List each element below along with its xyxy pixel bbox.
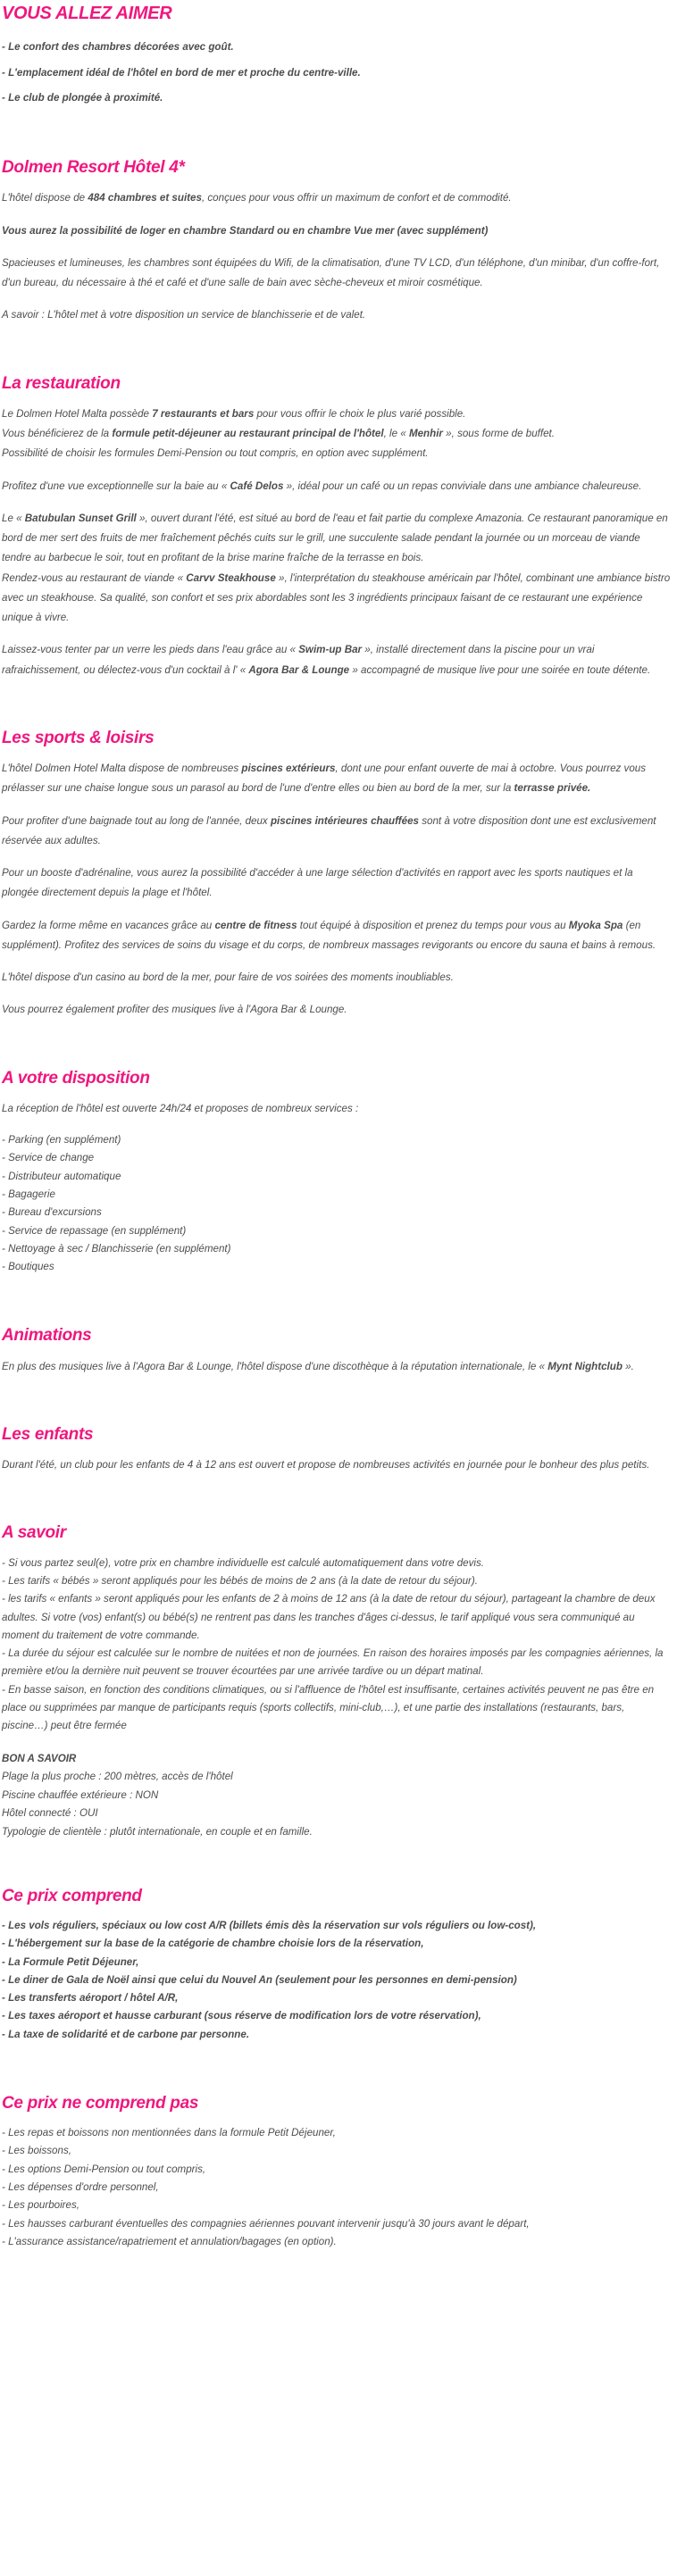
text-fragment: », sous forme de buffet. bbox=[442, 428, 555, 440]
list-item: - Bureau d'excursions bbox=[2, 1206, 102, 1219]
text-emphasis: Menhir bbox=[408, 428, 443, 440]
carvv-steakhouse-paragraph bbox=[2, 569, 672, 629]
restaurants-count-paragraph bbox=[2, 404, 672, 424]
text-emphasis: Batubulan Sunset Grill bbox=[24, 512, 137, 524]
section-heading-disposition: A votre disposition bbox=[2, 1068, 150, 1088]
list-item: - Les options Demi-Pension ou tout compris, bbox=[2, 2163, 206, 2175]
spacer bbox=[2, 1488, 672, 1496]
list-item: - Les repas et boissons non mentionnées dans la formule Petit Déjeuner, bbox=[2, 2127, 336, 2139]
list-item: - les tarifs « enfants » seront appliqués pour les enfants de 2 à moins de 12 ans (à la date de retour du séjour), partageant la chambre de deux adultes. Si votre (vos) enfant(s) ou bébé(s) ne rentrent pas dans les tranches d'âges ci-dessus, le tarif appliqué vous sera communiqué au moment du traitement de votre commande. bbox=[2, 1593, 656, 1641]
section-heading-a-savoir: A savoir bbox=[2, 1523, 66, 1543]
text-fragment: Gardez la forme même en vacances grâce au bbox=[2, 919, 215, 931]
list-item: - Le club de plongée à proximité. bbox=[2, 91, 163, 104]
conditions-list bbox=[2, 1555, 672, 1736]
text-fragment: Le Dolmen Hotel Malta possède bbox=[2, 407, 153, 420]
text-fragment: » accompagné de musique live pour une soirée en toute détente. bbox=[349, 663, 651, 676]
excluded-list bbox=[2, 2124, 672, 2251]
list-item: - En basse saison, en fonction des conditions climatiques, ou si l'affluence de l'hôtel est insuffisante, certaines activités peuvent ne pas être en place ou supprimées par manque de participants requis (sports collectifs, mini-club,…), et une partie des installations (restaurants, bars, piscine…) peut être fermée bbox=[2, 1683, 655, 1732]
text-fragment: Laissez-vous tenter par un verre les pieds dans l'eau grâce au « bbox=[2, 644, 299, 656]
list-item: - Distributeur automatique bbox=[2, 1170, 121, 1182]
spacer bbox=[2, 1741, 672, 1750]
spacer bbox=[2, 693, 672, 702]
text-fragment: », ouvert durant l'été, est situé au bord de l'eau et fait partie du complexe Amazonia. Ce restaurant panoramique en bord de mer sert des fruits de mer fraîchement pêchés cuits sur le grill, une succulente salade pendant la journée ou un morceau de viande tendre au barbecue le soir, tout en profitant de la brise marine fraîche de la terrasse en bois. bbox=[2, 512, 668, 564]
list-item: - Les boissons, bbox=[2, 2145, 71, 2157]
cafe-delos-paragraph bbox=[2, 477, 672, 496]
spacer bbox=[2, 113, 672, 131]
list-item: - La taxe de solidarité et de carbone par personne. bbox=[2, 2028, 250, 2040]
nightclub-paragraph bbox=[2, 1357, 672, 1377]
spacer bbox=[2, 1033, 672, 1042]
list-item: - Si vous partez seul(e), votre prix en chambre individuelle est calculé automatiquement dans votre devis. bbox=[2, 1556, 485, 1569]
text-fragment: , dont une pour enfant ouverte de mai à octobre. Vous pourrez vous prélasser sur une chaise longue sous un parasol au bord de l'une d'entre elles ou bien au bord de la mer, sur la bbox=[2, 763, 647, 795]
hotel-laundry-paragraph: A savoir : L'hôtel met à votre disposition un service de blanchisserie et de valet. bbox=[2, 309, 366, 321]
text-emphasis: piscines intérieures chauffées bbox=[270, 814, 419, 827]
indoor-pools-paragraph bbox=[2, 812, 672, 852]
outdoor-pools-paragraph bbox=[2, 759, 672, 799]
text-emphasis: Café Delos bbox=[230, 479, 284, 492]
hotel-room-types-paragraph bbox=[2, 221, 672, 241]
fact-heated-pool: Piscine chauffée extérieure : NON bbox=[2, 1788, 159, 1801]
list-item: - Service de repassage (en supplément) bbox=[2, 1224, 187, 1237]
spacer bbox=[2, 1281, 672, 1299]
text-fragment: , le « bbox=[383, 428, 409, 440]
bars-paragraph bbox=[2, 640, 672, 680]
fitness-spa-paragraph bbox=[2, 916, 672, 956]
meal-plan-options-paragraph: Possibilité de choisir les formules Demi-Pension ou tout compris, en option avec supplément. bbox=[2, 447, 429, 460]
list-item: - La durée du séjour est calculée sur le nombre de nuitées et non de journées. En raison des horaires imposés par les compagnies aériennes, la première et/ou la dernière nuit peuvent se trouver écourtées par une arrivée tardive ou un départ matinal. bbox=[2, 1647, 664, 1678]
text-fragment: tout équipé à disposition et prenez du temps pour vous au bbox=[297, 919, 569, 931]
live-music-paragraph: Vous pourrez également profiter des musiques live à l'Agora Bar & Lounge. bbox=[2, 1004, 347, 1016]
list-item: - La Formule Petit Déjeuner, bbox=[2, 1955, 139, 1968]
services-list bbox=[2, 1131, 672, 1276]
text-emphasis: Swim-up Bar bbox=[298, 644, 363, 656]
list-item: - Service de change bbox=[2, 1152, 95, 1164]
text-fragment: L'hôtel Dolmen Hotel Malta dispose de nombreuses bbox=[2, 763, 242, 775]
text-fragment: pour vous offrir le choix le plus varié possible. bbox=[254, 407, 466, 420]
text-fragment: », idéal pour un café ou un repas conviviale dans une ambiance chaleureuse. bbox=[283, 479, 642, 492]
list-item: - L'hébergement sur la base de la catégorie de chambre choisie lors de la réservation, bbox=[2, 1938, 424, 1950]
list-item: - Le confort des chambres décorées avec goût. bbox=[2, 41, 234, 54]
text-emphasis: Carvv Steakhouse bbox=[186, 571, 276, 584]
text-fragment: En plus des musiques live à l'Agora Bar & Lounge, l'hôtel dispose d'une discothèque à la réputation internationale, le « bbox=[2, 1360, 548, 1372]
reception-paragraph: La réception de l'hôtel est ouverte 24h/24 et proposes de nombreux services : bbox=[2, 1102, 359, 1114]
list-item: - Les pourboires, bbox=[2, 2199, 79, 2212]
list-item: - Le diner de Gala de Noël ainsi que celui du Nouvel An (seulement pour les personnes en demi-pension) bbox=[2, 1973, 517, 1986]
section-heading-sports: Les sports & loisirs bbox=[2, 728, 155, 747]
text-fragment: », l'interprétation du steakhouse américain par l'hôtel, combinant une ambiance bistro avec un steakhouse. Sa qualité, son confort et ses prix abordables sont les 3 ingrédients principaux faisant de ce restaurant une expérience unique à vivre. bbox=[2, 571, 671, 624]
page-title: VOUS ALLEZ AIMER bbox=[2, 4, 172, 23]
text-fragment: L'hôtel dispose de bbox=[2, 192, 88, 204]
spacer bbox=[2, 1842, 672, 1860]
bon-a-savoir-heading: BON A SAVOIR bbox=[2, 1752, 77, 1764]
text-fragment: Pour profiter d'une baignade tout au long de l'année, deux bbox=[2, 814, 271, 827]
text-fragment: Rendez-vous au restaurant de viande « bbox=[2, 571, 187, 584]
text-emphasis: 484 chambres et suites bbox=[88, 192, 202, 204]
section-heading-prix-comprend: Ce prix comprend bbox=[2, 1886, 142, 1905]
text-fragment: Vous bénéficierez de la bbox=[2, 428, 113, 440]
included-list bbox=[2, 1917, 672, 2044]
list-item: - Les hausses carburant éventuelles des compagnies aériennes pouvant intervenir jusqu'à 30 jours avant le départ, bbox=[2, 2217, 530, 2230]
text-fragment: , conçues pour vous offrir un maximum de confort et de commodité. bbox=[201, 192, 512, 204]
text-fragment: », installé directement dans la piscine pour un vrai rafraichissement, ou délectez-vous d'un cocktail à l' « bbox=[2, 644, 595, 676]
list-item: - Les vols réguliers, spéciaux ou low cost A/R (billets émis dès la réservation sur vols réguliers ou low-cost), bbox=[2, 1919, 537, 1931]
list-item: - Nettoyage à sec / Blanchisserie (en supplément) bbox=[2, 1242, 231, 1255]
fact-clientele: Typologie de clientèle : plutôt internationale, en couple et en famille. bbox=[2, 1826, 313, 1838]
text-emphasis: Myoka Spa bbox=[568, 919, 623, 931]
list-item: - L'emplacement idéal de l'hôtel en bord de mer et proche du centre-ville. bbox=[2, 66, 361, 79]
list-item: - Les tarifs « bébés » seront appliqués pour les bébés de moins de 2 ans (à la date de retour du séjour). bbox=[2, 1575, 478, 1588]
section-heading-enfants: Les enfants bbox=[2, 1424, 94, 1444]
list-item: - Les transferts aéroport / hôtel A/R, bbox=[2, 1992, 179, 2005]
hotel-amenities-paragraph: Spacieuses et lumineuses, les chambres sont équipées du Wifi, de la climatisation, d'une TV LCD, d'un téléphone, d'un minibar, d'un coffre-fort, d'un bureau, du nécessaire à thé et café et d'une salle de bain avec sèche-cheveux et miroir cosmétique. bbox=[2, 256, 660, 289]
batubulan-grill-paragraph bbox=[2, 509, 672, 569]
section-heading-hotel: Dolmen Resort Hôtel 4* bbox=[2, 158, 185, 178]
fact-connected-hotel: Hôtel connecté : OUI bbox=[2, 1807, 98, 1820]
text-emphasis: Mynt Nightclub bbox=[547, 1360, 623, 1372]
text-fragment: Le « bbox=[2, 512, 25, 524]
spacer bbox=[2, 2049, 672, 2067]
casino-paragraph: L'hôtel dispose d'un casino au bord de la mer, pour faire de vos soirées des moments inoubliables. bbox=[2, 971, 454, 984]
section-heading-prix-ne-comprend-pas: Ce prix ne comprend pas bbox=[2, 2093, 199, 2113]
kids-club-paragraph: Durant l'été, un club pour les enfants de 4 à 12 ans est ouvert et propose de nombreuses activités en journée pour le bonheur des plus petits. bbox=[2, 1459, 650, 1471]
text-emphasis: terrasse privée. bbox=[514, 782, 591, 795]
section-heading-animations: Animations bbox=[2, 1326, 92, 1346]
text-emphasis: piscines extérieurs bbox=[241, 763, 336, 775]
text-fragment: sont à votre disposition dont une est exclusivement réservée aux adultes. bbox=[2, 814, 656, 846]
section-heading-restauration: La restauration bbox=[2, 373, 121, 393]
text-fragment: ». bbox=[622, 1360, 634, 1372]
list-item: - Bagagerie bbox=[2, 1188, 55, 1201]
text-fragment: (en supplément). Profitez des services de soins du visage et du corps, de nombreux massages revigorants ou encore du sauna et bains à remous. bbox=[2, 919, 656, 951]
list-item: - Les taxes aéroport et hausse carburant (sous réserve de modification lors de votre réservation), bbox=[2, 2010, 481, 2022]
spacer bbox=[2, 1389, 672, 1398]
list-item: - L'assurance assistance/rapatriement et annulation/bagages (en option). bbox=[2, 2235, 337, 2247]
text-emphasis: 7 restaurants et bars bbox=[152, 407, 255, 420]
list-item: - Les dépenses d'ordre personnel, bbox=[2, 2181, 159, 2194]
text-emphasis: Vous aurez la possibilité de loger en chambre Standard ou en chambre Vue mer (avec supplément) bbox=[2, 224, 489, 237]
text-emphasis: centre de fitness bbox=[214, 919, 297, 931]
hotel-rooms-paragraph bbox=[2, 188, 672, 208]
list-item: - Boutiques bbox=[2, 1261, 54, 1273]
list-item: - Parking (en supplément) bbox=[2, 1134, 121, 1146]
breakfast-formula-paragraph bbox=[2, 424, 672, 444]
fact-nearest-beach: Plage la plus proche : 200 mètres, accès de l'hôtel bbox=[2, 1771, 233, 1783]
highlights-list bbox=[2, 38, 672, 108]
text-emphasis: Agora Bar & Lounge bbox=[248, 663, 350, 676]
spacer bbox=[2, 338, 672, 347]
text-fragment: Profitez d'une vue exceptionnelle sur la baie au « bbox=[2, 479, 230, 492]
text-emphasis: formule petit-déjeuner au restaurant principal de l'hôtel bbox=[112, 428, 384, 440]
water-sports-paragraph: Pour un booste d'adrénaline, vous aurez la possibilité d'accéder à une large sélection d'activités en rapport avec les sports nautiques et la plongée directement depuis la plage et l'hôtel. bbox=[2, 867, 633, 899]
